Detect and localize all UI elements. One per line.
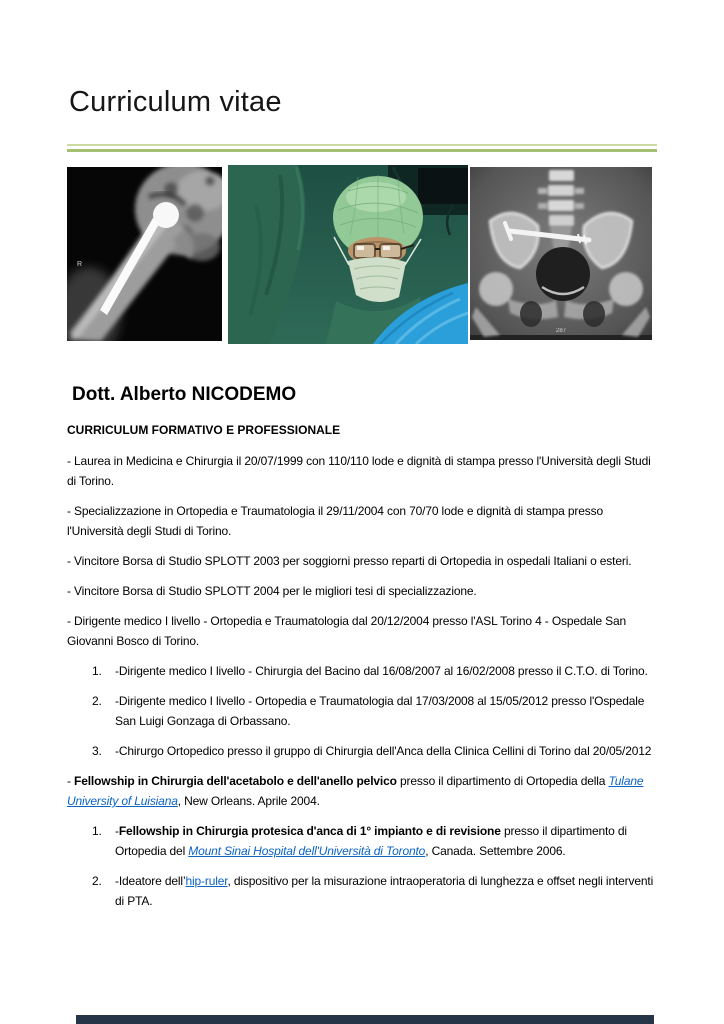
list-item: [92, 691, 657, 731]
text-run: - Laurea in Medicina e Chirurgia il 20/07/1999 con 110/110 lode e dignità di stampa presso l'Università degli Studi di Torino.: [67, 454, 651, 489]
text-run: -Dirigente medico I livello - Chirurgia del Bacino dal 16/08/2007 al 16/02/2008 presso il C.T.O. di Torino.: [115, 664, 648, 679]
hyperlink[interactable]: hip-ruler: [185, 874, 228, 889]
text-run: presso il dipartimento di Ortopedia del: [115, 824, 627, 859]
text-run: -: [67, 774, 75, 789]
list-item-text: [115, 871, 657, 911]
text-run: - Dirigente medico I livello - Ortopedia e Traumatologia dal 20/12/2004 presso l'ASL Torino 4 - Ospedale San Giovanni Bosco di Torino.: [67, 614, 627, 649]
list-item-number: 3.: [92, 744, 102, 759]
pelvis-xray-screw: [470, 167, 652, 340]
paragraph: [67, 501, 657, 541]
femur-prosthesis-xray: [67, 167, 222, 341]
pelvis-xray-screw-image: [470, 167, 652, 340]
list-item-number: 1.: [92, 664, 102, 679]
svg-text:287: 287: [556, 328, 567, 335]
svg-text:R: R: [77, 261, 83, 269]
page-title: Curriculum vitae: [69, 86, 282, 118]
list-item-text: [115, 821, 657, 861]
paragraph: [67, 451, 657, 491]
femur-prosthesis-xray-image: [67, 167, 222, 341]
text-run: presso il dipartimento di Ortopedia della: [396, 774, 609, 789]
document-body: [67, 451, 657, 911]
text-run: Fellowship in Chirurgia dell'acetabolo e dell'anello pelvico: [74, 774, 397, 789]
images-row: [67, 165, 657, 344]
separator-thick-line: [67, 149, 657, 152]
text-run: , New Orleans. Aprile 2004.: [177, 794, 320, 809]
document-page: [67, 0, 657, 911]
text-run: -Chirurgo Ortopedico presso il gruppo di Chirurgia dell'Anca della Clinica Cellini di Torino dal 20/05/2012: [115, 744, 652, 759]
surgeon-operating-photo-image: [228, 165, 468, 344]
person-name-heading: Dott. Alberto NICODEMO: [72, 384, 297, 406]
paragraph: [67, 581, 657, 601]
list-item-text: [115, 661, 657, 681]
list-item: [92, 741, 657, 761]
list-item: [92, 821, 657, 861]
text-run: - Vincitore Borsa di Studio SPLOTT 2003 per soggiorni presso reparti di Ortopedia in ospedali Italiani o esteri.: [67, 554, 632, 569]
text-run: -Dirigente medico I livello - Ortopedia e Traumatologia dal 17/03/2008 al 15/05/2012 presso l'Ospedale San Luigi Gonzaga di Orbassano.: [115, 694, 645, 729]
text-run: -: [115, 824, 119, 839]
list-item: [92, 661, 657, 681]
hyperlink[interactable]: Mount Sinai Hospital dell'Università di Toronto: [188, 844, 426, 859]
surgeon-operating-photo: [228, 165, 468, 344]
paragraph: [67, 611, 657, 651]
title-separator: [67, 144, 657, 152]
text-run: Fellowship in Chirurgia protesica d'anca di 1° impianto e di revisione: [118, 824, 501, 839]
hyperlink[interactable]: Tulane University of Luisiana: [67, 774, 644, 809]
paragraph: [67, 551, 657, 571]
list-item-number: 1.: [92, 824, 102, 839]
list-item-number: 2.: [92, 874, 102, 889]
paragraph: [67, 771, 657, 811]
list-item-number: 2.: [92, 694, 102, 709]
text-run: , dispositivo per la misurazione intraoperatoria di lunghezza e offset negli interventi di PTA.: [115, 874, 654, 909]
text-run: - Specializzazione in Ortopedia e Traumatologia il 29/11/2004 con 70/70 lode e dignità di stampa presso l'Università degli Studi di Torino.: [67, 504, 604, 539]
text-run: - Vincitore Borsa di Studio SPLOTT 2004 per le migliori tesi di specializzazione.: [67, 584, 477, 599]
list-item-text: [115, 741, 657, 761]
section-subheading: CURRICULUM FORMATIVO E PROFESSIONALE: [67, 423, 341, 438]
list-item-text: [115, 691, 657, 731]
text-run: -Ideatore dell’: [115, 874, 186, 889]
next-page-top-edge: [76, 1015, 654, 1024]
list-item: [92, 871, 657, 911]
text-run: , Canada. Settembre 2006.: [425, 844, 566, 859]
